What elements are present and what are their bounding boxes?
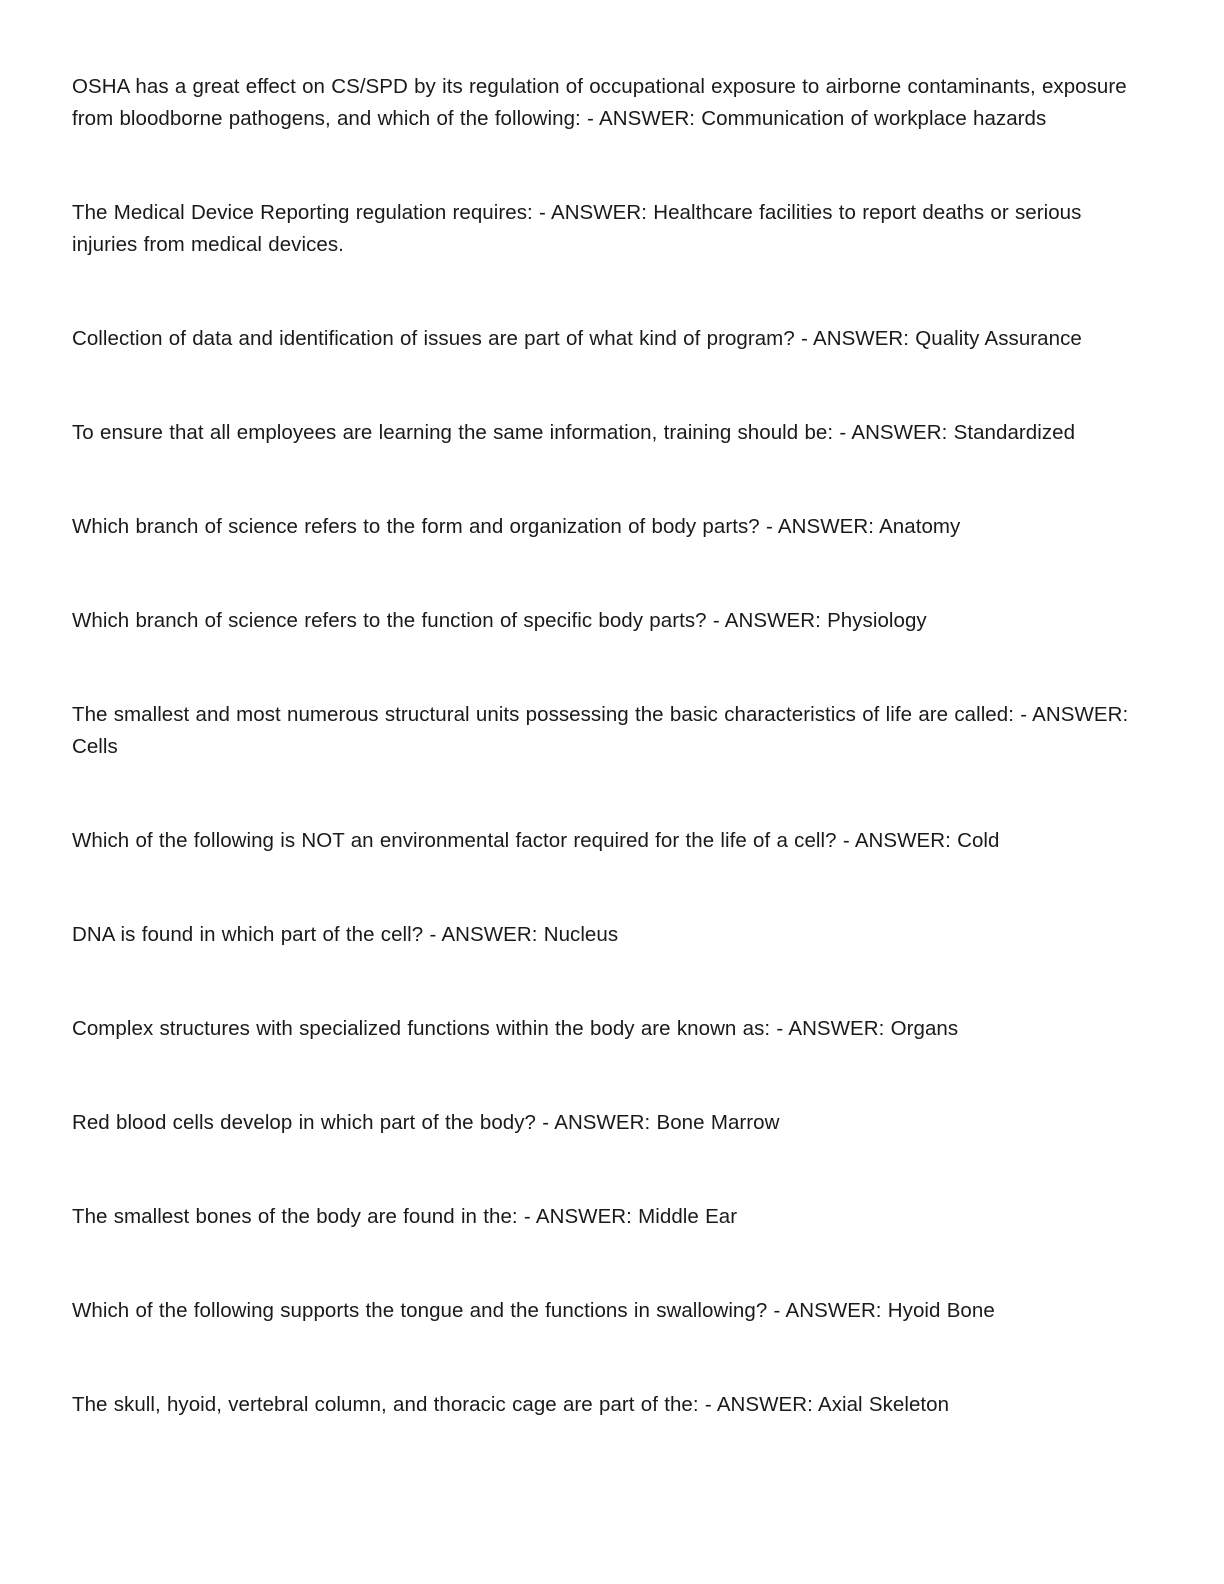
qa-item: Which of the following supports the tongue and the functions in swallowing? - ANSWER: Hyoid Bone: [72, 1299, 995, 1322]
qa-item: Complex structures with specialized functions within the body are known as: - ANSWER: Organs: [72, 1017, 959, 1040]
qa-item: Which of the following is NOT an environmental factor required for the life of a cell? - ANSWER: Cold: [72, 829, 1000, 852]
qa-item: To ensure that all employees are learning the same information, training should be: - ANSWER: Standardized: [72, 421, 1076, 444]
qa-item: OSHA has a great effect on CS/SPD by its regulation of occupational exposure to airborne contaminants, exposure from bloodborne pathogens, and which of the following: - ANSWER: Communication of workplace hazards: [72, 75, 1127, 130]
qa-item: The smallest and most numerous structural units possessing the basic characteristics of life are called: - ANSWER: Cells: [72, 703, 1129, 758]
qa-item: Red blood cells develop in which part of the body? - ANSWER: Bone Marrow: [72, 1111, 780, 1134]
qa-item: The Medical Device Reporting regulation requires: - ANSWER: Healthcare facilities to report deaths or serious injuries from medical devices.: [72, 201, 1082, 256]
question-answer-list: [72, 71, 1152, 1483]
qa-item: Which branch of science refers to the function of specific body parts? - ANSWER: Physiology: [72, 609, 927, 632]
qa-item: DNA is found in which part of the cell? - ANSWER: Nucleus: [72, 923, 619, 946]
qa-item: Collection of data and identification of issues are part of what kind of program? - ANSWER: Quality Assurance: [72, 327, 1082, 350]
qa-item: Which branch of science refers to the form and organization of body parts? - ANSWER: Anatomy: [72, 515, 961, 538]
qa-item: The smallest bones of the body are found in the: - ANSWER: Middle Ear: [72, 1205, 738, 1228]
qa-item: The skull, hyoid, vertebral column, and thoracic cage are part of the: - ANSWER: Axial Skeleton: [72, 1393, 950, 1416]
